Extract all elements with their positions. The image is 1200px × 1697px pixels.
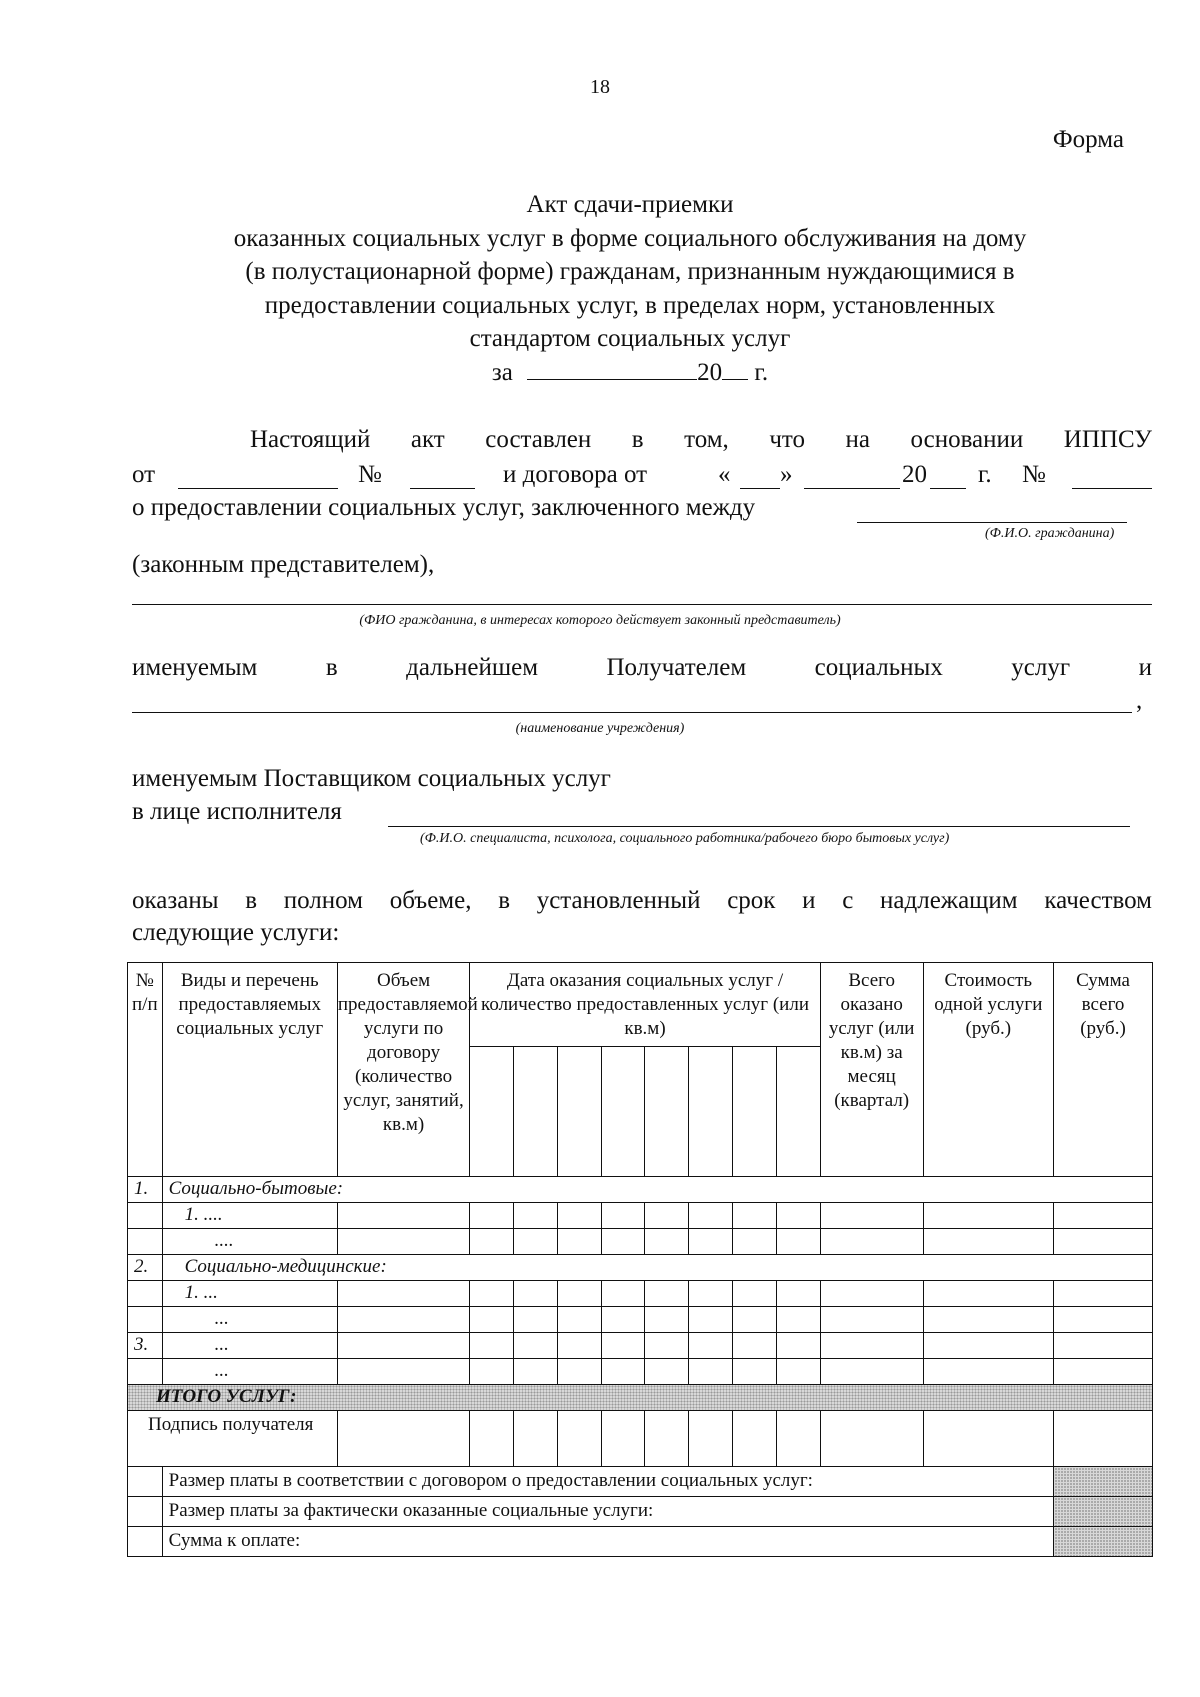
cell[interactable] — [601, 1333, 645, 1359]
cell[interactable] — [1054, 1359, 1153, 1385]
cell[interactable] — [689, 1281, 733, 1307]
from-label: от — [132, 461, 156, 488]
cell[interactable] — [557, 1333, 601, 1359]
word: в — [325, 654, 338, 681]
word: основании — [910, 426, 1024, 453]
signature-cell[interactable] — [689, 1411, 733, 1467]
period-prefix: за — [491, 358, 513, 386]
ippsu-date-field[interactable] — [178, 458, 338, 489]
word: что — [769, 426, 805, 453]
cell[interactable] — [1054, 1203, 1153, 1229]
provision-text: о предоставлении социальных услуг, заключенного между — [132, 494, 756, 521]
contract-from-label: и договора от — [503, 461, 648, 488]
table-row — [128, 1281, 1153, 1307]
signature-cell[interactable] — [923, 1411, 1053, 1467]
date-cell[interactable] — [645, 1047, 689, 1177]
cell[interactable] — [1054, 1281, 1153, 1307]
contract-year-prefix: 20 — [902, 461, 927, 488]
section-label: Социально-медицинские: — [162, 1255, 1152, 1281]
cell[interactable] — [820, 1229, 923, 1255]
col-header-unit-cost: Стоимость одной услуги (руб.) — [923, 963, 1053, 1177]
table-header-row — [128, 963, 1153, 1047]
cell[interactable] — [645, 1333, 689, 1359]
signature-cell[interactable] — [337, 1411, 469, 1467]
date-cell[interactable] — [733, 1047, 777, 1177]
cell[interactable] — [470, 1359, 514, 1385]
cell[interactable] — [1054, 1307, 1153, 1333]
cell[interactable] — [1054, 1229, 1153, 1255]
cell[interactable] — [733, 1307, 777, 1333]
signature-cell[interactable] — [557, 1411, 601, 1467]
fee-contract-value[interactable] — [1054, 1467, 1153, 1497]
form-label: Форма — [1052, 126, 1124, 153]
intro-row-1 — [250, 426, 1152, 454]
contract-number-label: № — [1022, 461, 1046, 488]
quote-close: » — [780, 461, 793, 488]
cell[interactable] — [820, 1203, 923, 1229]
word: именуемым — [132, 654, 258, 681]
cell[interactable] — [645, 1281, 689, 1307]
institution-caption: (наименование учреждения) — [515, 721, 685, 736]
cell[interactable] — [689, 1307, 733, 1333]
represented-citizen-field[interactable] — [132, 580, 1152, 605]
word: дальнейшем — [406, 654, 539, 681]
amount-due-label: Сумма к оплате: — [162, 1527, 1053, 1557]
fee-actual-value[interactable] — [1054, 1497, 1153, 1527]
signature-row — [128, 1411, 1153, 1467]
cell[interactable] — [337, 1203, 469, 1229]
signature-cell[interactable] — [776, 1411, 820, 1467]
cell[interactable] — [557, 1203, 601, 1229]
amount-due-value[interactable] — [1054, 1527, 1153, 1557]
period-suffix: г. — [754, 358, 769, 386]
cell[interactable] — [776, 1333, 820, 1359]
service-item: 1. ... — [162, 1281, 337, 1307]
word: и — [1138, 654, 1152, 681]
cell[interactable] — [470, 1229, 514, 1255]
fee-actual-row — [128, 1497, 1153, 1527]
cell[interactable] — [557, 1359, 601, 1385]
cell[interactable] — [820, 1307, 923, 1333]
cell[interactable] — [923, 1307, 1053, 1333]
col-header-dates: Дата оказания социальных услуг /количество предоставленных услуг (или кв.м) — [470, 963, 820, 1047]
word: том, — [684, 426, 729, 453]
cell[interactable] — [733, 1229, 777, 1255]
performer-name-field[interactable] — [388, 796, 1130, 827]
period-year-blank[interactable] — [722, 357, 748, 380]
cell[interactable] — [337, 1307, 469, 1333]
table-row — [128, 1307, 1153, 1333]
service-item: ... — [162, 1333, 337, 1359]
service-item: 1. .... — [162, 1203, 337, 1229]
cell[interactable] — [689, 1333, 733, 1359]
fee-contract-label: Размер платы в соответствии с договором о предоставлении социальных услуг: — [162, 1467, 1053, 1497]
date-cell[interactable] — [470, 1047, 514, 1177]
word: ИППСУ — [1063, 426, 1152, 453]
word: в — [631, 426, 644, 453]
cell[interactable] — [514, 1229, 558, 1255]
cell[interactable] — [557, 1281, 601, 1307]
fee-actual-label: Размер платы за фактически оказанные социальные услуги: — [162, 1497, 1053, 1527]
cell[interactable] — [337, 1359, 469, 1385]
word: услуг — [1011, 654, 1071, 681]
document-title — [130, 188, 1130, 389]
table-row — [128, 1177, 1153, 1203]
cell[interactable] — [514, 1281, 558, 1307]
cell[interactable] — [776, 1281, 820, 1307]
cell[interactable] — [514, 1203, 558, 1229]
contract-year-suffix: г. — [978, 461, 992, 488]
cell[interactable] — [470, 1307, 514, 1333]
title-line-2: оказанных социальных услуг в форме социального обслуживания на дому — [233, 224, 1027, 252]
table-row — [128, 1229, 1153, 1255]
signature-cell[interactable] — [645, 1411, 689, 1467]
title-line-1: Акт сдачи-приемки — [526, 191, 734, 218]
cell — [128, 1229, 163, 1255]
col-header-total: Всего оказано услуг (или кв.м) за месяц (квартал) — [820, 963, 923, 1177]
cell[interactable] — [923, 1229, 1053, 1255]
signature-cell[interactable] — [514, 1411, 558, 1467]
cell[interactable] — [601, 1307, 645, 1333]
cell[interactable] — [923, 1203, 1053, 1229]
contract-number-field[interactable] — [1072, 458, 1152, 489]
represented-citizen-caption: (ФИО гражданина, в интересах которого действует законный представитель) — [359, 613, 841, 628]
quote-open: « — [718, 461, 731, 488]
signature-cell[interactable] — [1054, 1411, 1153, 1467]
cell[interactable] — [733, 1281, 777, 1307]
cell[interactable] — [470, 1203, 514, 1229]
cell[interactable] — [820, 1359, 923, 1385]
fee-contract-row — [128, 1467, 1153, 1497]
ippsu-number-label: № — [358, 461, 382, 488]
cell — [128, 1359, 163, 1385]
cell[interactable] — [820, 1333, 923, 1359]
cell[interactable] — [645, 1203, 689, 1229]
cell[interactable] — [645, 1307, 689, 1333]
cell — [128, 1467, 163, 1497]
cell — [128, 1203, 163, 1229]
cell[interactable] — [689, 1203, 733, 1229]
cell[interactable] — [776, 1307, 820, 1333]
date-cell[interactable] — [601, 1047, 645, 1177]
cell[interactable] — [733, 1203, 777, 1229]
cell — [128, 1527, 163, 1557]
date-cell[interactable] — [514, 1047, 558, 1177]
rendered-services-line-2: следующие услуги: — [132, 919, 340, 946]
cell[interactable] — [923, 1359, 1053, 1385]
cell[interactable] — [776, 1229, 820, 1255]
cell[interactable] — [337, 1281, 469, 1307]
supplier-text: именуемым Поставщиком социальных услуг — [132, 765, 611, 792]
service-item: ... — [162, 1307, 337, 1333]
word: акт — [410, 426, 445, 453]
cell[interactable] — [923, 1281, 1053, 1307]
cell[interactable] — [733, 1333, 777, 1359]
cell[interactable] — [557, 1229, 601, 1255]
cell[interactable] — [557, 1307, 601, 1333]
cell[interactable] — [820, 1281, 923, 1307]
total-row — [128, 1385, 1153, 1411]
total-label: ИТОГО УСЛУГ: — [128, 1385, 1153, 1411]
cell[interactable] — [776, 1359, 820, 1385]
word: социальных — [814, 654, 943, 681]
cell[interactable] — [601, 1229, 645, 1255]
cell[interactable] — [514, 1333, 558, 1359]
section-number: 3. — [128, 1333, 163, 1359]
cell[interactable] — [689, 1229, 733, 1255]
section-label: Социально-бытовые: — [162, 1177, 1152, 1203]
col-header-volume: Объем предоставляемой услуги по договору (количество услуг, занятий, кв.м) — [337, 963, 469, 1177]
service-item: .... — [162, 1229, 337, 1255]
signature-cell[interactable] — [601, 1411, 645, 1467]
service-item: ... — [162, 1359, 337, 1385]
date-cell[interactable] — [689, 1047, 733, 1177]
page-number: 18 — [590, 76, 610, 98]
period-blank[interactable] — [527, 357, 697, 380]
section-number: 1. — [128, 1177, 163, 1203]
cell[interactable] — [337, 1229, 469, 1255]
legal-representative-text: (законным представителем), — [132, 551, 435, 578]
col-header-num: № п/п — [128, 963, 163, 1177]
cell[interactable] — [601, 1281, 645, 1307]
cell[interactable] — [601, 1203, 645, 1229]
word: Получателем — [606, 654, 747, 681]
performer-caption: (Ф.И.О. специалиста, психолога, социального работника/рабочего бюро бытовых услуг) — [420, 831, 950, 846]
word: на — [845, 426, 870, 453]
signature-cell[interactable] — [820, 1411, 923, 1467]
period-year: 20 — [697, 358, 723, 386]
amount-due-row — [128, 1527, 1153, 1557]
section-number: 2. — [128, 1255, 163, 1281]
table-row — [128, 1203, 1153, 1229]
title-line-5: стандартом социальных услуг — [469, 325, 791, 352]
cell — [128, 1497, 163, 1527]
contract-day-field[interactable] — [740, 458, 780, 489]
performer-text: в лице исполнителя — [132, 798, 342, 825]
citizen-caption: (Ф.И.О. гражданина) — [985, 526, 1115, 541]
table-row — [128, 1333, 1153, 1359]
signature-cell[interactable] — [470, 1411, 514, 1467]
recipient-row — [132, 654, 1152, 682]
title-line-3: (в полустационарной форме) гражданам, признанным нуждающимися в — [245, 258, 1015, 285]
cell[interactable] — [1054, 1333, 1153, 1359]
cell[interactable] — [776, 1203, 820, 1229]
trailing-comma: , — [1136, 687, 1143, 714]
signature-label: Подпись получателя — [128, 1411, 338, 1467]
date-cell[interactable] — [557, 1047, 601, 1177]
cell[interactable] — [645, 1229, 689, 1255]
rendered-services-line-1: оказаны в полном объеме, в установленный срок и с надлежащим качеством — [132, 887, 1152, 914]
institution-name-field[interactable] — [132, 688, 1132, 713]
cell[interactable] — [470, 1333, 514, 1359]
date-cell[interactable] — [776, 1047, 820, 1177]
col-header-types: Виды и перечень предоставляемых социальных услуг — [162, 963, 337, 1177]
cell[interactable] — [689, 1359, 733, 1385]
table-row — [128, 1255, 1153, 1281]
cell[interactable] — [470, 1281, 514, 1307]
ippsu-number-field[interactable] — [410, 458, 475, 489]
col-header-sum: Сумма всего (руб.) — [1054, 963, 1153, 1177]
cell[interactable] — [733, 1359, 777, 1385]
cell[interactable] — [514, 1359, 558, 1385]
title-period — [130, 356, 1130, 390]
contract-month-field[interactable] — [804, 458, 900, 489]
title-line-4: предоставлении социальных услуг, в пределах норм, установленных — [264, 291, 996, 319]
word: составлен — [485, 426, 592, 453]
cell — [128, 1281, 163, 1307]
signature-cell[interactable] — [733, 1411, 777, 1467]
cell — [128, 1307, 163, 1333]
cell[interactable] — [645, 1359, 689, 1385]
citizen-name-field[interactable] — [857, 492, 1127, 523]
cell[interactable] — [601, 1359, 645, 1385]
services-table — [127, 962, 1153, 1557]
cell[interactable] — [923, 1333, 1053, 1359]
cell[interactable] — [514, 1307, 558, 1333]
table-row — [128, 1359, 1153, 1385]
contract-year-field[interactable] — [930, 458, 966, 489]
word: Настоящий — [250, 426, 371, 453]
cell[interactable] — [337, 1333, 469, 1359]
